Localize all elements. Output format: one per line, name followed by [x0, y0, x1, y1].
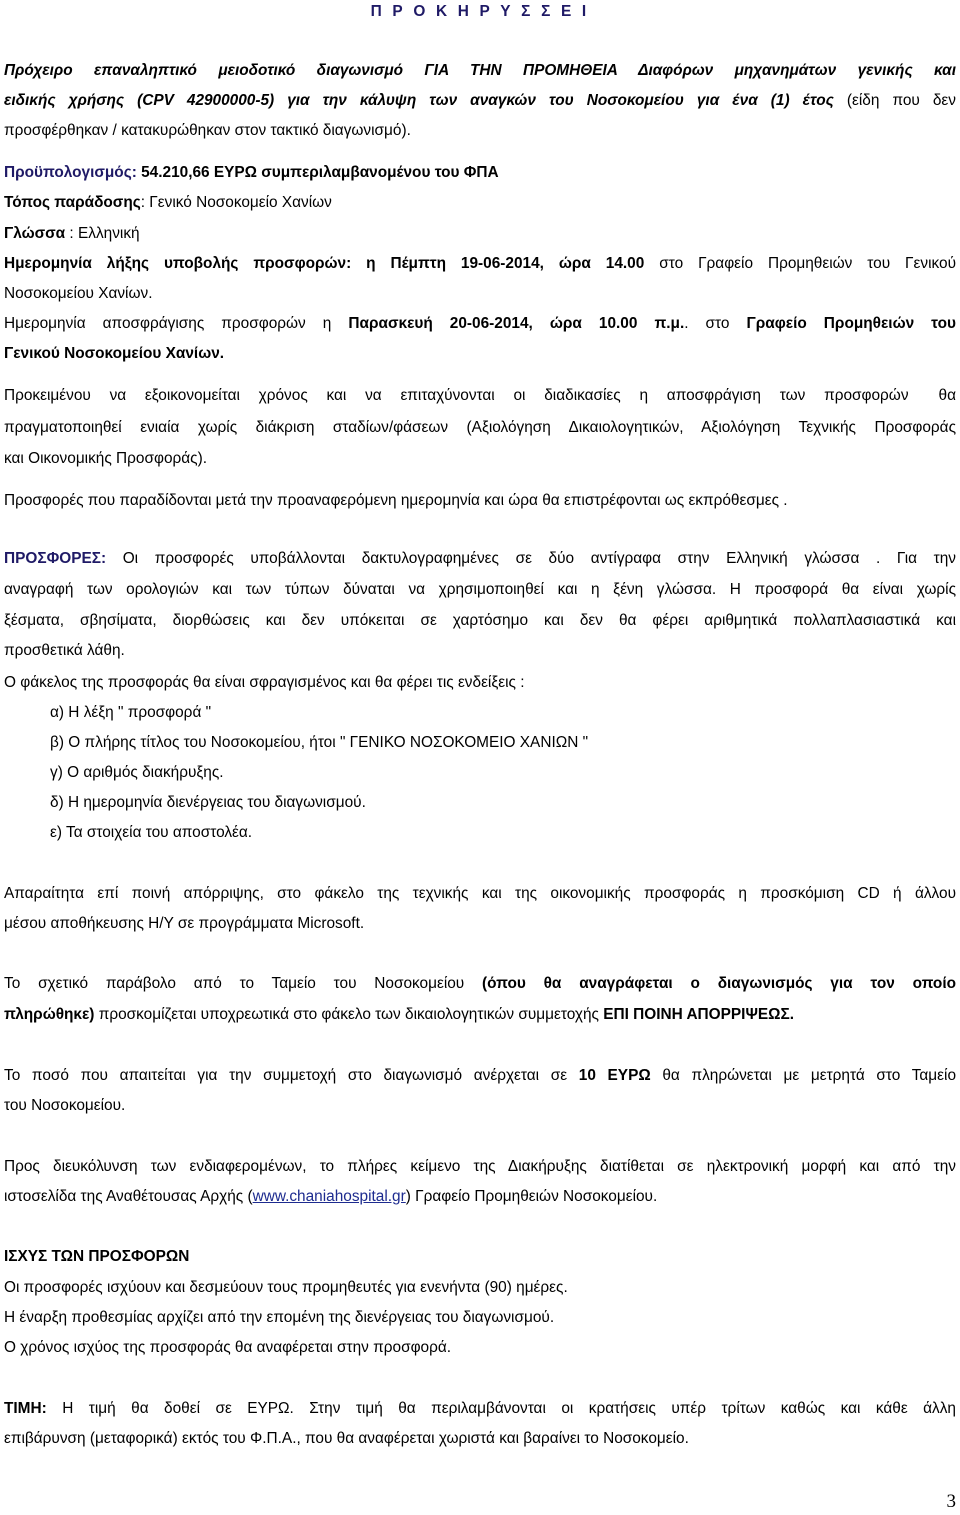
offers-line-4: προσθετικά λάθη. [4, 642, 125, 659]
opening-line-1 [4, 314, 956, 334]
cd-line-2: μέσου αποθήκευσης Η/Υ σε προγράμματα Microsoft. [4, 915, 365, 932]
intro-line-2 [4, 91, 956, 111]
opening-date: Παρασκευή 20-06-2014, ώρα 10.00 π.μ. [348, 315, 685, 332]
price-line-1 [4, 1399, 956, 1419]
delivery-place-value: : Γενικό Νοσοκομείο Χανίων [140, 194, 332, 211]
offers-line-2: αναγραφή των ορολογιών και των τύπων δύναται να χρησιμοποιηθεί και η ξένη γλώσσα. Η προσφορά θα είναι χωρίς [4, 581, 956, 598]
receipt-line-2c: ΕΠΙ ΠΟΙΝΗ ΑΠΟΡΡΙΨΕΩΣ. [603, 1006, 795, 1023]
price-line-2: επιβάρυνση (μεταφορικά) εκτός του Φ.Π.Α., που θα αναφέρεται χωριστά και βαραίνει το Νοσοκομείο. [4, 1430, 689, 1447]
marking-item: γ) Ο αριθμός διακήρυξης. [50, 764, 224, 781]
intro-line-2-bold: ειδικής χρήσης (CPV 42900000-5) για την κάλυψη των αναγκών του Νοσοκομείου για ένα (1) έτος [4, 92, 834, 109]
intro-line-1: Πρόχειρο επαναληπτικό μειοδοτικό διαγωνισμό ΓΙΑ ΤΗΝ ΠΡΟΜΗΘΕΙΑ Διαφόρων μηχανημάτων γενικής και [4, 62, 956, 79]
opening-line-2: Γενικού Νοσοκομείου Χανίων. [4, 345, 225, 362]
offers-line-1-text: Οι προσφορές υποβάλλονται δακτυλογραφημένες σε δύο αντίγραφα στην Ελληνική γλώσσα . Για την [106, 550, 956, 567]
page-number: 3 [946, 1491, 956, 1512]
receipt-line-1b: (όπου θα αναγράφεται ο διαγωνισμός για τον οποίο [464, 975, 956, 992]
receipt-line-2 [4, 1005, 956, 1025]
cd-line-1: Απαραίτητα επί ποινή απόρριψης, στο φάκελο της τεχνικής και της οικονομικής προσφοράς η προσκόμιση CD ή άλλου [4, 885, 956, 902]
opening-mid: . στο [684, 315, 747, 332]
fee-line-1c: θα πληρώνεται με μετρητά στο Ταμείο [650, 1067, 957, 1084]
validity-line-2: Η έναρξη προθεσμίας αρχίζει από την επομένη της διενέργειας του διαγωνισμού. [4, 1309, 555, 1326]
offers-line-5: Ο φάκελος της προσφοράς θα είναι σφραγισμένος και θα φέρει τις ενδείξεις : [4, 674, 525, 691]
fee-line-2: του Νοσοκομείου. [4, 1097, 126, 1114]
validity-line-1: Οι προσφορές ισχύουν και δεσμεύουν τους προμηθευτές για ενενήντα (90) ημέρες. [4, 1279, 568, 1296]
website-line-1: Προς διευκόλυνση των ενδιαφερομένων, το πλήρες κείμενο της Διακήρυξης διατίθεται σε ηλεκτρονική μορφή και από την [4, 1158, 956, 1175]
validity-heading: ΙΣΧΥΣ ΤΩΝ ΠΡΟΣΦΟΡΩΝ [4, 1248, 190, 1265]
receipt-line-2a: πληρώθηκε) [4, 1006, 95, 1023]
fee-amount: 10 ΕΥΡΩ [578, 1067, 651, 1084]
language-line [4, 224, 956, 244]
language-value: : Ελληνική [65, 225, 140, 242]
fee-line-1a: Το ποσό που απαιτείται για την συμμετοχή στο διαγωνισμό ανέρχεται σε [4, 1067, 579, 1084]
receipt-line-1a: Το σχετικό παράβολο από το Ταμείο του Νοσοκομείου [4, 975, 465, 992]
price-line-1-text: Η τιμή θα δοθεί σε ΕΥΡΩ. Στην τιμή θα περιλαμβάνονται οι κρατήσεις υπέρ τρίτων καθώς και κάθε άλλη [46, 1400, 956, 1417]
receipt-line-1 [4, 974, 956, 994]
validity-line-3: Ο χρόνος ισχύος της προσφοράς θα αναφέρεται στην προσφορά. [4, 1339, 452, 1356]
intro-line-2-rest: (είδη που δεν [833, 92, 956, 109]
offers-label: ΠΡΟΣΦΟΡΕΣ: [4, 550, 107, 567]
website-link[interactable]: www.chaniahospital.gr [252, 1188, 406, 1205]
budget-line [4, 163, 956, 183]
marking-item: α) Η λέξη " προσφορά " [50, 704, 212, 721]
delivery-place-line [4, 193, 956, 213]
website-line-2a: ιστοσελίδα της Αναθέτουσας Αρχής ( [4, 1188, 253, 1205]
budget-value: 54.210,66 ΕΥΡΩ συμπεριλαμβανομένου του ΦΠΑ [141, 164, 499, 181]
economy-line-3: και Οικονομικής Προσφοράς). [4, 450, 207, 467]
document-page [4, 0, 957, 1447]
economy-line-1b: θα [938, 387, 956, 404]
economy-line-1a: Προκειμένου να εξοικονομείται χρόνος και να επιταχύνονται οι διαδικασίες η αποσφράγιση των προσφορών [4, 387, 909, 404]
website-line-2b: ) Γραφείο Προμηθειών Νοσοκομείου. [405, 1188, 658, 1205]
deadline-line-1 [4, 254, 956, 274]
offers-line-3: ξέσματα, σβησίματα, διορθώσεις και δεν υπόκειται σε χαρτόσημο και δεν θα φέρει αριθμητικά πολλαπλασιαστικά και [4, 612, 956, 629]
economy-line-1 [4, 386, 956, 406]
fee-line-1 [4, 1066, 956, 1086]
marking-item: ε) Τα στοιχεία του αποστολέα. [50, 824, 253, 841]
opening-office: Γραφείο Προμηθειών του [746, 315, 956, 332]
language-label: Γλώσσα [4, 225, 66, 242]
budget-label: Προϋπολογισμός: [4, 164, 142, 181]
intro-line-3: προσφέρθηκαν / κατακυρώθηκαν στον τακτικό διαγωνισμό). [4, 122, 411, 139]
receipt-line-2b: προσκομίζεται υποχρεωτικά στο φάκελο των δικαιολογητικών συμμετοχής [94, 1006, 604, 1023]
economy-line-2: πραγματοποιηθεί ενιαία χωρίς διάκριση σταδίων/φάσεων (Αξιολόγηση Δικαιολογητικών, Αξιολόγηση Τεχνικής Προσφοράς [4, 419, 956, 436]
deadline-line-2: Νοσοκομείου Χανίων. [4, 285, 153, 302]
offers-line-1 [4, 549, 956, 569]
deadline-rest: στο Γραφείο Προμηθειών του Γενικού [644, 255, 956, 272]
marking-item: δ) Η ημερομηνία διενέργειας του διαγωνισμού. [50, 794, 366, 811]
delivery-place-label: Τόπος παράδοσης [4, 194, 141, 211]
deadline-label: Ημερομηνία λήξης υποβολής προσφορών: η Πέμπτη 19-06-2014, ώρα 14.00 [4, 255, 645, 272]
marking-item: β) Ο πλήρης τίτλος του Νοσοκομείου, ήτοι " ΓΕΝΙΚΟ ΝΟΣΟΚΟΜΕΙΟ ΧΑΝΙΩΝ " [50, 734, 589, 751]
website-line-2 [4, 1187, 956, 1207]
document-title: Π Ρ Ο Κ Η Ρ Υ Σ Σ Ε Ι [370, 3, 590, 20]
opening-pre: Ημερομηνία αποσφράγισης προσφορών η [4, 315, 349, 332]
late-offers-paragraph: Προσφορές που παραδίδονται μετά την προαναφερόμενη ημερομηνία και ώρα θα επιστρέφονται ως εκπρόθεσμες . [4, 492, 788, 509]
price-label: ΤΙΜΗ: [4, 1400, 47, 1417]
